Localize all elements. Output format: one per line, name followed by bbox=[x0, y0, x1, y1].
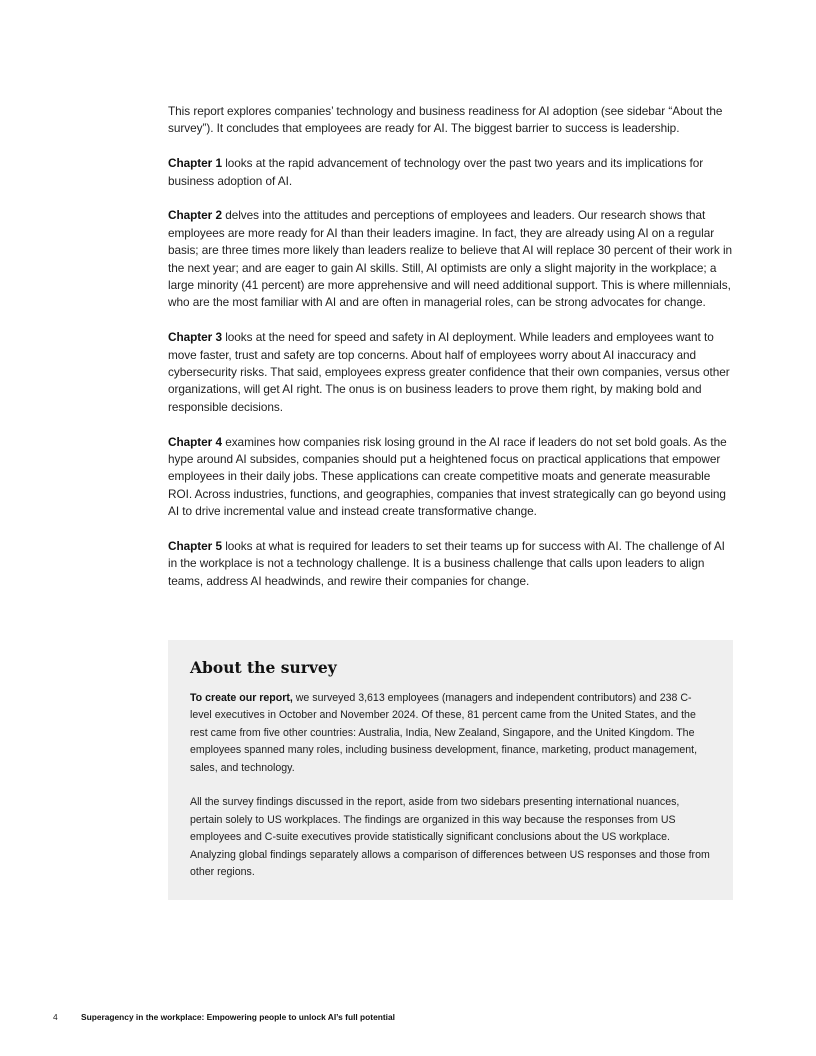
chapter-3-text: looks at the need for speed and safety in AI deployment. While leaders and employees want to move faster, trust and safety are top concerns. About half of employees worry about AI inaccuracy and cybersecurity risks. That said, employees express greater confidence that their own companies, versus other organizations, will get AI right. The onus is on business leaders to prove them right, by making bold and responsible decisions. bbox=[168, 330, 730, 414]
footer-title: Superagency in the workplace: Empowering people to unlock AI’s full potential bbox=[81, 1012, 395, 1022]
chapter-4-text: examines how companies risk losing ground in the AI race if leaders do not set bold goals. As the hype around AI subsides, companies should put a heightened focus on practical applications that empower employees in their daily jobs. These applications can create competitive moats and generate measurable ROI. Across industries, functions, and geographies, companies that invest strategically can go beyond using AI to drive incremental value and instead create transformative change. bbox=[168, 434, 727, 519]
chapter-2-label: Chapter 2 bbox=[168, 208, 222, 223]
chapter-4-paragraph bbox=[168, 434, 734, 521]
sidebar-paragraph-1 bbox=[190, 690, 711, 777]
chapter-5-text: looks at what is required for leaders to set their teams up for success with AI. The challenge of AI in the workplace is not a technology challenge. It is a business challenge that calls upon leaders to align teams, address AI headwinds, and rewire their companies for change. bbox=[168, 539, 725, 588]
chapter-2-text: delves into the attitudes and perceptions of employees and leaders. Our research shows that employees are more ready for AI than their leaders imagine. In fact, they are already using AI on a regular basis; are three times more likely than leaders realize to believe that AI will replace 30 percent of their work in the next year; and are eager to gain AI skills. Still, AI optimists are only a slight majority in the workplace; a large minority (41 percent) are more apprehensive and will need additional support. This is where millennials, who are the most familiar with AI and are often in managerial roles, can be strong advocates for change. bbox=[168, 208, 733, 310]
chapter-3-paragraph bbox=[168, 329, 734, 416]
chapter-3-label: Chapter 3 bbox=[168, 330, 222, 345]
chapter-2-paragraph bbox=[168, 207, 734, 311]
page-number: 4 bbox=[53, 1012, 58, 1022]
chapter-5-label: Chapter 5 bbox=[168, 539, 222, 554]
chapter-1-text: looks at the rapid advancement of technology over the past two years and its implications for business adoption of AI. bbox=[168, 156, 704, 188]
sidebar-paragraph-2: All the survey findings discussed in the report, aside from two sidebars presenting international nuances, pertain solely to US workplaces. The findings are organized in this way because the responses from US employees and C-suite executives provide statistically significant conclusions about the US workplace. Analyzing global findings separately allows a comparison of differences between US responses and those from other regions. bbox=[190, 796, 710, 879]
page-footer bbox=[0, 1011, 816, 1025]
sidebar-paragraph-1-text: we surveyed 3,613 employees (managers and independent contributors) and 238 C-level executives in October and November 2024. Of these, 81 percent came from the United States, and the rest came from five other countries: Australia, India, New Zealand, Singapore, and the United Kingdom. The employees spanned many roles, including business development, finance, marketing, product management, sales, and technology. bbox=[190, 692, 698, 774]
chapter-4-label: Chapter 4 bbox=[168, 434, 222, 449]
main-content bbox=[168, 103, 734, 608]
intro-paragraph: This report explores companies’ technology and business readiness for AI adoption (see sidebar “About the survey”). It concludes that employees are ready for AI. The biggest barrier to success is leadership. bbox=[168, 104, 723, 136]
about-survey-sidebar bbox=[168, 640, 733, 900]
chapter-5-paragraph bbox=[168, 538, 734, 590]
sidebar-lead: To create our report, bbox=[190, 692, 293, 704]
chapter-1-paragraph bbox=[168, 155, 734, 190]
sidebar-title: About the survey bbox=[190, 658, 337, 677]
chapter-1-label: Chapter 1 bbox=[168, 156, 222, 171]
